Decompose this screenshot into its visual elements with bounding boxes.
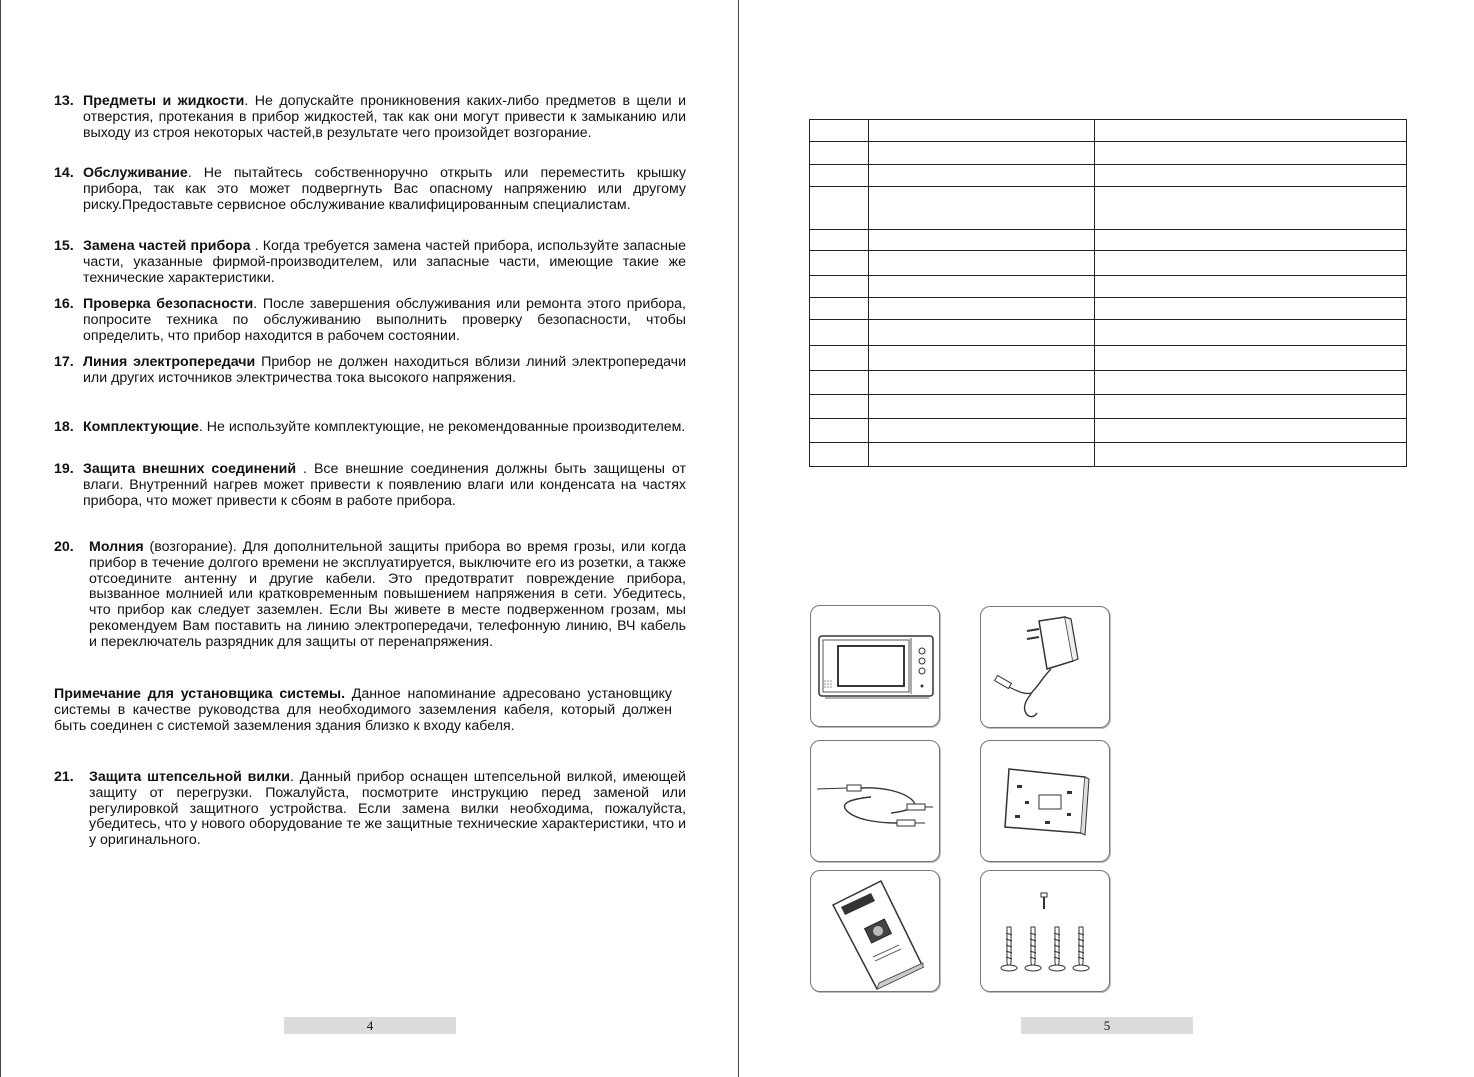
manual-icon bbox=[811, 871, 939, 991]
table-cell bbox=[1095, 298, 1407, 320]
list-item bbox=[54, 166, 686, 213]
table-row bbox=[810, 395, 1407, 419]
table-cell bbox=[869, 120, 1095, 142]
item-title: Защита внешних соединений bbox=[83, 461, 297, 477]
table-cell bbox=[810, 276, 869, 298]
accessory-bracket bbox=[980, 740, 1110, 862]
item-title: Предметы и жидкости bbox=[83, 93, 245, 109]
table-cell bbox=[810, 419, 869, 443]
item-number: 19. bbox=[54, 461, 74, 477]
item-text: . Все внешние соединения должны быть защищены от влаги. Внутренний нагрев может привести к появлению влаги или конденсата на частях прибора, что может привести к сбоям в работе прибора. bbox=[83, 461, 686, 509]
table-row bbox=[810, 187, 1407, 230]
item-text: . Не используйте комплектующие, не рекомендованные производителем. bbox=[198, 419, 686, 435]
table-cell bbox=[869, 165, 1095, 187]
item-title: Линия электропередачи bbox=[83, 354, 256, 370]
spec-table bbox=[809, 119, 1407, 467]
note-title: Примечание для установщика системы. bbox=[54, 686, 346, 702]
table-cell bbox=[1095, 276, 1407, 298]
table-cell bbox=[1095, 320, 1407, 346]
power-adapter-icon bbox=[981, 607, 1109, 727]
installer-note bbox=[54, 687, 672, 734]
table-cell bbox=[1095, 142, 1407, 165]
item-title: Обслуживание bbox=[83, 165, 188, 181]
item-number: 14. bbox=[54, 165, 74, 181]
table-cell bbox=[1095, 371, 1407, 395]
item-text: . Когда требуется замена частей прибора, используйте запасные части, указанные фирмой-производителем, или запасные части, имеющие такие же технические характеристики. bbox=[83, 238, 686, 286]
table-cell bbox=[1095, 419, 1407, 443]
table-row bbox=[810, 120, 1407, 142]
bracket-icon bbox=[981, 741, 1109, 861]
table-row bbox=[810, 443, 1407, 467]
item-title: Замена частей прибора bbox=[83, 238, 251, 254]
item-number: 16. bbox=[54, 296, 74, 312]
table-row bbox=[810, 419, 1407, 443]
table-cell bbox=[810, 230, 869, 251]
table-cell bbox=[1095, 251, 1407, 276]
table-cell bbox=[810, 251, 869, 276]
page-number: 5 bbox=[1021, 1017, 1193, 1034]
table-cell bbox=[1095, 120, 1407, 142]
table-row bbox=[810, 276, 1407, 298]
accessory-manual bbox=[810, 870, 940, 992]
table-cell bbox=[810, 371, 869, 395]
table-cell bbox=[810, 298, 869, 320]
item-number: 15. bbox=[54, 238, 74, 254]
table-row bbox=[810, 346, 1407, 371]
item-number: 18. bbox=[54, 419, 74, 435]
screw bbox=[1001, 927, 1017, 971]
item-title: Проверка безопасности bbox=[83, 296, 254, 312]
table-cell bbox=[1095, 443, 1407, 467]
item-text: (возгорание). Для дополнительной защиты прибора во время грозы, или когда прибор в течение долгого времени не эксплуатируется, выключите его из розетки, а также отсоедините антенну и другие кабели. Это предотвратит повреждение прибора, вызванное молнией или кратковременным повышением напряжения в сети. Убедитесь, что прибор как следует заземлен. Если Вы живете в месте подверженном грозам, мы рекомендуем Вам поставить на линию электропередачи, телефонную линию, ВЧ кабель и переключатель разрядник для защиты от перенапряжения. bbox=[89, 539, 686, 650]
list-item bbox=[54, 420, 686, 436]
item-text: . Не допускайте проникновения каких-либо предметов в щели и отверстия, протекания в прибор жидкостей, так как они могут привести к замыканию или выходу из строя некоторых частей,в результате чего произойдет возгорание. bbox=[83, 93, 686, 141]
item-title: Защита штепсельной вилки bbox=[89, 769, 290, 785]
accessory-cable bbox=[810, 740, 940, 862]
item-title: Комплектующие bbox=[83, 419, 199, 435]
table-cell bbox=[810, 165, 869, 187]
table-cell bbox=[869, 298, 1095, 320]
table-row bbox=[810, 251, 1407, 276]
page-number: 4 bbox=[284, 1017, 456, 1034]
table-cell bbox=[869, 320, 1095, 346]
item-number: 20. bbox=[54, 539, 74, 555]
table-cell bbox=[810, 142, 869, 165]
note-text: Данное напоминание адресовано установщику системы в качестве руководства для необходимого заземления кабеля, который должен быть соединен с системой заземления здания близко к входу кабеля. bbox=[54, 686, 672, 734]
item-text: . Не пытайтесь собственноручно открыть или переместить крышку прибора, так как это может подвергнуть Вас опасному напряжению или другому риску.Предоставьте сервисное обслуживание квалифицированным специалистам. bbox=[83, 165, 686, 213]
table-cell bbox=[810, 443, 869, 467]
item-number: 17. bbox=[54, 354, 74, 370]
item-text: . После завершения обслуживания или ремонта этого прибора, попросите техника по обслуживанию выполнить проверку безопасности, чтобы определить, что прибор находится в рабочем состоянии. bbox=[83, 296, 686, 344]
item-title: Молния bbox=[89, 539, 144, 555]
table-cell bbox=[869, 230, 1095, 251]
table-row bbox=[810, 298, 1407, 320]
table-row bbox=[810, 165, 1407, 187]
table-row bbox=[810, 230, 1407, 251]
screw bbox=[1049, 927, 1065, 971]
table-cell bbox=[810, 187, 869, 230]
table-cell bbox=[1095, 165, 1407, 187]
list-item bbox=[54, 462, 686, 509]
list-item bbox=[54, 297, 686, 344]
table-cell bbox=[869, 251, 1095, 276]
table-cell bbox=[1095, 346, 1407, 371]
screw bbox=[1073, 927, 1089, 971]
list-item bbox=[54, 239, 686, 286]
accessory-power-adapter bbox=[980, 606, 1110, 728]
table-cell bbox=[869, 443, 1095, 467]
table-cell bbox=[869, 346, 1095, 371]
table-row bbox=[810, 371, 1407, 395]
accessory-monitor bbox=[810, 605, 940, 727]
list-item bbox=[54, 355, 686, 387]
list-item bbox=[54, 770, 686, 849]
screw bbox=[1025, 927, 1041, 971]
table-cell bbox=[1095, 395, 1407, 419]
table-cell bbox=[810, 120, 869, 142]
table-row bbox=[810, 320, 1407, 346]
cable-icon bbox=[811, 741, 939, 861]
table-cell bbox=[869, 395, 1095, 419]
table-cell bbox=[1095, 187, 1407, 230]
item-number: 13. bbox=[54, 93, 74, 109]
item-text: . Данный прибор оснащен штепсельной вилкой, имеющей защиту от перегрузки. Пожалуйста, посмотрите инструкцию перед заменой или регулировкой защитного устройства. Если замена вилки необходима, пожалуйста, убедитесь, что у нового оборудование те же защитные технические характеристики, что и у оригинального. bbox=[89, 769, 686, 849]
table-cell bbox=[869, 419, 1095, 443]
table-cell bbox=[869, 371, 1095, 395]
right-page bbox=[738, 0, 1474, 1077]
screws-icon bbox=[981, 871, 1109, 991]
table-cell bbox=[810, 320, 869, 346]
table-cell bbox=[1095, 230, 1407, 251]
monitor-icon bbox=[811, 606, 939, 726]
table-row bbox=[810, 142, 1407, 165]
table-cell bbox=[869, 142, 1095, 165]
table-cell bbox=[810, 395, 869, 419]
item-text: Прибор не должен находиться вблизи линий электропередачи или других источников электричества тока высокого напряжения. bbox=[83, 354, 686, 386]
list-item bbox=[54, 540, 686, 651]
table-cell bbox=[810, 346, 869, 371]
list-item bbox=[54, 94, 686, 141]
table-cell bbox=[869, 276, 1095, 298]
accessory-screws bbox=[980, 870, 1110, 992]
table-cell bbox=[869, 187, 1095, 230]
item-number: 21. bbox=[54, 769, 74, 785]
